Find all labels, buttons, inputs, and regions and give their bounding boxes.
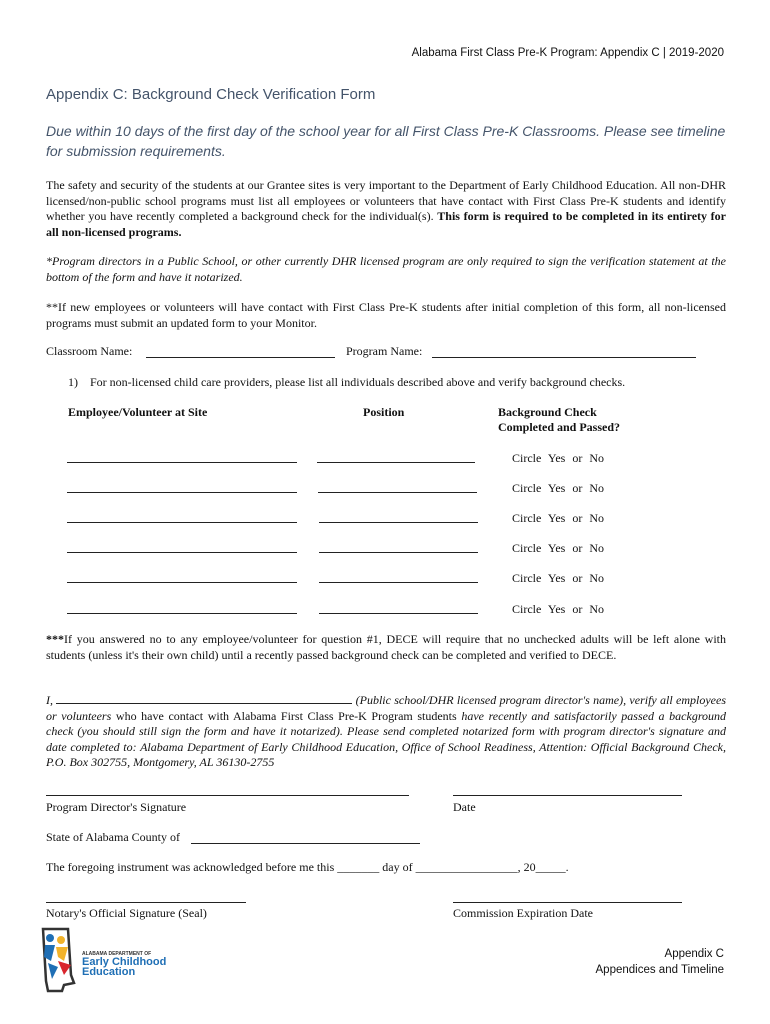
program-name-field[interactable] [432,357,696,358]
verification-normal: who have contact with Alabama First Class Pre-K Program students [115,708,457,723]
position-field-5[interactable] [319,582,478,583]
update-form-note: **If new employees or volunteers will have contact with First Class Pre-K students after initial completion of this form, all non-licensed programs must submit an updated form to your Monitor. [46,300,726,330]
intro-paragraph [46,178,726,240]
dece-logo [38,927,168,997]
warning-asterisks: *** [46,632,64,646]
background-check-choice-4[interactable]: Circle Yes or No [512,541,604,555]
public-school-note: *Program directors in a Public School, or other currently DHR licensed program are only required to sign the verification statement at the bottom of the form and have it notarized. [46,254,726,284]
director-signature-label: Program Director's Signature [46,800,187,814]
footer-appendix: Appendix C [664,948,724,960]
director-name-field[interactable] [56,693,352,704]
program-name-label: Program Name: [346,344,423,358]
intro-text: The safety and security of the students at our Grantee sites is very important to the Department of Early Childhood Education. All non-DHR licensed/non-public school programs must list all employees or volunteers that have contact with First Class Pre-K students and identify whether you have recently completed a background check for the individual(s). [46,178,726,223]
logo-line-3: Education [82,966,136,978]
position-field-3[interactable] [319,522,478,523]
background-check-choice-5[interactable]: Circle Yes or No [512,571,604,585]
acknowledgement-statement: The foregoing instrument was acknowledged before me this _______ day of _________________, 20_____. [46,860,569,874]
column-employee: Employee/Volunteer at Site [68,405,208,419]
county-label: State of Alabama County of [46,830,180,844]
verification-statement [46,693,726,771]
background-check-choice-2[interactable]: Circle Yes or No [512,481,604,495]
employee-name-field-3[interactable] [67,522,297,523]
position-field-2[interactable] [318,492,477,493]
unchecked-adults-warning [46,632,726,663]
logo-line-1: ALABAMA DEPARTMENT OF [82,951,152,957]
county-field[interactable] [191,843,420,844]
employee-name-field-6[interactable] [67,613,297,614]
position-field-6[interactable] [319,613,478,614]
logo-line-2: Early Childhood [82,956,167,968]
position-field-1[interactable] [317,462,475,463]
date-field[interactable] [453,795,682,796]
notary-signature-field[interactable] [46,902,246,903]
verification-rest: have recently and satisfactorily passed a background check (you should still sign the form and have it notarized). Please send completed notarized form with program director's signature and date completed to: Alabama Department of Early Childhood Education, Office of School Readiness, Attention: Official Background Check, P.O. Box 302755, Montgomery, AL 36130-2755 [46,708,727,769]
warning-text: If you answered no to any employee/volunteer for question #1, DECE will require that no unchecked adults will be left alone with students (unless it's their own child) until a recently passed background check can be completed and verified to DECE. [46,632,726,662]
commission-date-field[interactable] [453,902,682,903]
column-background-check-line2: Completed and Passed? [498,420,621,434]
background-check-choice-6[interactable]: Circle Yes or No [512,602,604,616]
page-title: Appendix C: Background Check Verification Form [46,86,376,103]
employee-name-field-4[interactable] [67,552,297,553]
page-subtitle: Due within 10 days of the first day of the school year for all First Class Pre-K Classrooms. Please see timeline for submission requirements. [46,123,726,159]
date-label: Date [453,800,476,814]
footer-section: Appendices and Timeline [595,964,724,976]
verification-prefix: I, [46,693,53,707]
question-1: 1) For non-licensed child care providers, please list all individuals described above and verify background checks. [68,375,626,389]
background-check-choice-1[interactable]: Circle Yes or No [512,451,604,465]
director-signature-field[interactable] [46,795,409,796]
column-background-check-line1: Background Check [498,405,597,419]
running-header: Alabama First Class Pre-K Program: Appendix C | 2019-2020 [411,47,724,59]
position-field-4[interactable] [319,552,478,553]
notary-signature-label: Notary's Official Signature (Seal) [46,906,207,920]
employee-name-field-5[interactable] [67,582,297,583]
column-position: Position [363,405,405,419]
alabama-map-icon [38,927,78,997]
verification-after-blank: (Public school/DHR licensed program director's name), verify all employees or volunteers [46,693,727,723]
intro-required-note: This form is required to be completed in its entirety for all non-licensed programs. [46,209,727,239]
commission-date-label: Commission Expiration Date [453,906,593,920]
employee-name-field-2[interactable] [67,492,297,493]
background-check-choice-3[interactable]: Circle Yes or No [512,511,604,525]
employee-name-field-1[interactable] [67,462,297,463]
column-background-check [498,405,620,435]
classroom-name-field[interactable] [146,357,335,358]
classroom-name-label: Classroom Name: [46,344,133,358]
